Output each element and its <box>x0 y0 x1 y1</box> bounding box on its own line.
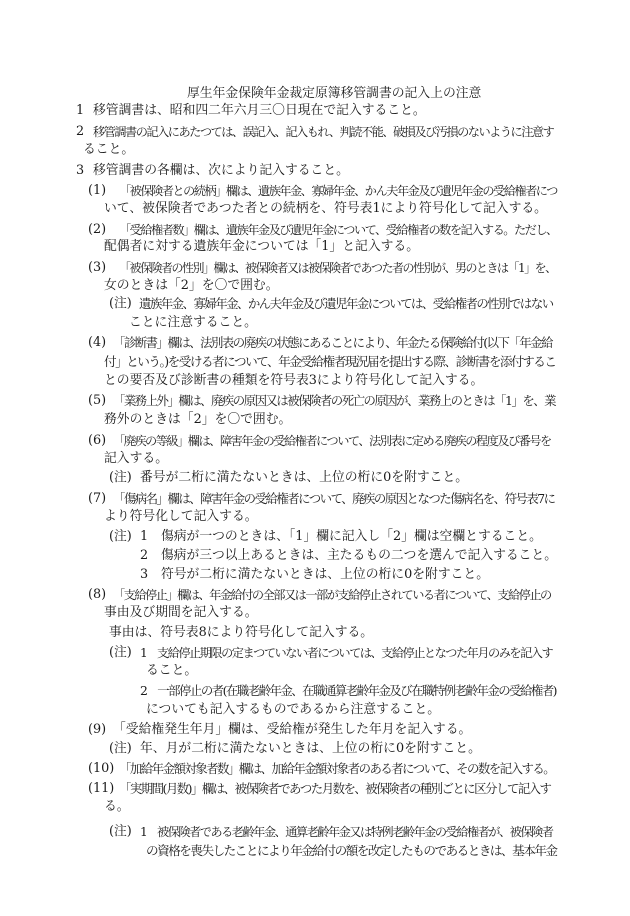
text-line: 2 一部停止の者(在職老齢年金、在職通算老齢年金及び在職特例老齢年金の受給権者) <box>140 683 557 698</box>
item-label: (3) <box>88 260 107 275</box>
text-line: 「傷病名」欄は、障害年金の受給権者について、廃疾の原因となつた傷病名を、符号表7に <box>113 491 555 506</box>
text-line: 「加給年金額対象者数」欄は、加給年金額対象者のある者について、その数を記入する。 <box>119 761 555 776</box>
text-line: 配偶者に対する遺族年金については「1」と記入する。 <box>104 239 420 254</box>
item-label: (注) <box>109 529 132 544</box>
text-line: ること。 <box>146 663 198 678</box>
item-label: (注) <box>109 824 132 839</box>
text-line: 「被保険者の性別」欄は、被保険者又は被保険者であつた者の性別が、男のときは「1」を、 <box>119 261 556 275</box>
text-line: 1 傷病が一つのときは、「1」欄に記入し「2」欄は空欄とすること。 <box>140 529 542 544</box>
text-line: 付」という。)を受ける者について、年金受給権者現況届を提出する際、診断書を添付するこ <box>104 354 556 369</box>
text-line: 「業務上外」欄は、廃疾の原因又は被保険者の死亡の原因が、業務上のときは「1」を、業 <box>113 393 556 408</box>
text-line: ること。 <box>83 142 135 157</box>
text-line: 「実期間(月数)」欄は、被保険者であつた月数を、被保険者の種別ごとに区分して記入す <box>119 781 551 796</box>
text-line: 1 支給停止期限の定まつていない者については、支給停止となつた年月のみを記入す <box>140 646 553 660</box>
item-label: (注) <box>109 296 132 311</box>
text-line: 2 傷病が三つ以上あるときは、主たるもの二つを選んで記入すること。 <box>140 548 557 563</box>
text-line: 「廃疾の等級」欄は、障害年金の受給権者について、法別表に定める廃疾の程度及び番号を <box>113 434 551 448</box>
item-label: 1 <box>76 103 85 118</box>
text-line: の資格を喪失したことにより年金給付の額を改定したものであるときは、基本年金 <box>146 843 557 858</box>
text-line: 記入する。 <box>104 451 168 466</box>
item-label: 2 <box>76 124 85 139</box>
item-label: (1) <box>88 183 107 198</box>
text-line: との要否及び診断書の種類を符号表3により符号化して記入する。 <box>104 373 484 388</box>
text-line: 事由は、符号表8により符号化して記入する。 <box>109 625 374 640</box>
item-label: (9) <box>88 722 107 737</box>
item-label: (注) <box>109 741 132 756</box>
item-label: (10) <box>88 761 115 776</box>
text-line: ことに注意すること。 <box>129 315 257 330</box>
text-line: 3 符号が二桁に満たないときは、上位の桁に0を附すこと。 <box>140 567 490 582</box>
text-line: 「支給停止」欄は、年金給付の全部又は一部が支給停止されている者について、支給停止の <box>113 588 551 602</box>
text-line: 女のときは「2」を〇で囲む。 <box>104 278 279 293</box>
item-label: (6) <box>88 433 107 448</box>
document-title: 厚生年金保険年金裁定原簿移管調書の記入上の注意 <box>187 86 482 101</box>
item-label: (4) <box>88 335 107 350</box>
item-label: (2) <box>88 222 107 237</box>
text-line: 務外のときは「2」を〇で囲む。 <box>104 412 292 427</box>
item-label: (注) <box>109 645 132 660</box>
text-line: いて、被保険者であつた者との続柄を、符号表1により符号化して記入する。 <box>104 201 547 216</box>
text-line: る。 <box>104 799 130 814</box>
item-label: (8) <box>88 587 107 602</box>
item-label: (注) <box>109 470 132 485</box>
item-label: (11) <box>88 781 115 796</box>
text-line: 移管調書は、昭和四二年六月三〇日現在で記入すること。 <box>93 103 426 118</box>
text-line: 事由及び期間を記入する。 <box>104 605 258 620</box>
text-line: 「受給権発生年月」欄は、受給権が発生した年月を記入する。 <box>113 722 472 737</box>
item-label: 3 <box>76 163 85 178</box>
text-line: 年、月が二桁に満たないときは、上位の桁に0を附すこと。 <box>140 741 481 756</box>
text-line: 「受給権者数」欄は、遺族年金及び遺児年金について、受給権者の数を記入する。ただし、 <box>119 223 557 237</box>
text-line: についても記入するものであるから注意すること。 <box>146 702 441 717</box>
text-line: 移管調書の記入にあたつては、誤記入、記入もれ、判読不能、破損及び汚損のないように注意す <box>93 125 554 139</box>
text-line: より符号化して記入する。 <box>104 509 258 524</box>
text-line: 「被保険者との続柄」欄は、遺族年金、寡婦年金、かん夫年金及び遺児年金の受給権者につ <box>119 184 557 198</box>
text-line: 遺族年金、寡婦年金、かん夫年金及び遺児年金については、受給権者の性別ではない <box>139 296 553 311</box>
text-line: 移管調書の各欄は、次により記入すること。 <box>93 163 349 178</box>
text-line: 「診断書」欄は、法別表の廃疾の状態にあることにより、年金たる保険給付(以下「年金給 <box>113 335 552 350</box>
text-line: 番号が二桁に満たないときは、上位の桁に0を附すこと。 <box>140 470 469 485</box>
item-label: (7) <box>88 491 107 506</box>
item-label: (5) <box>88 393 107 408</box>
text-line: 1 被保険者である老齢年金、通算老齢年金又は特例老齢年金の受給権者が、被保険者 <box>140 825 553 839</box>
